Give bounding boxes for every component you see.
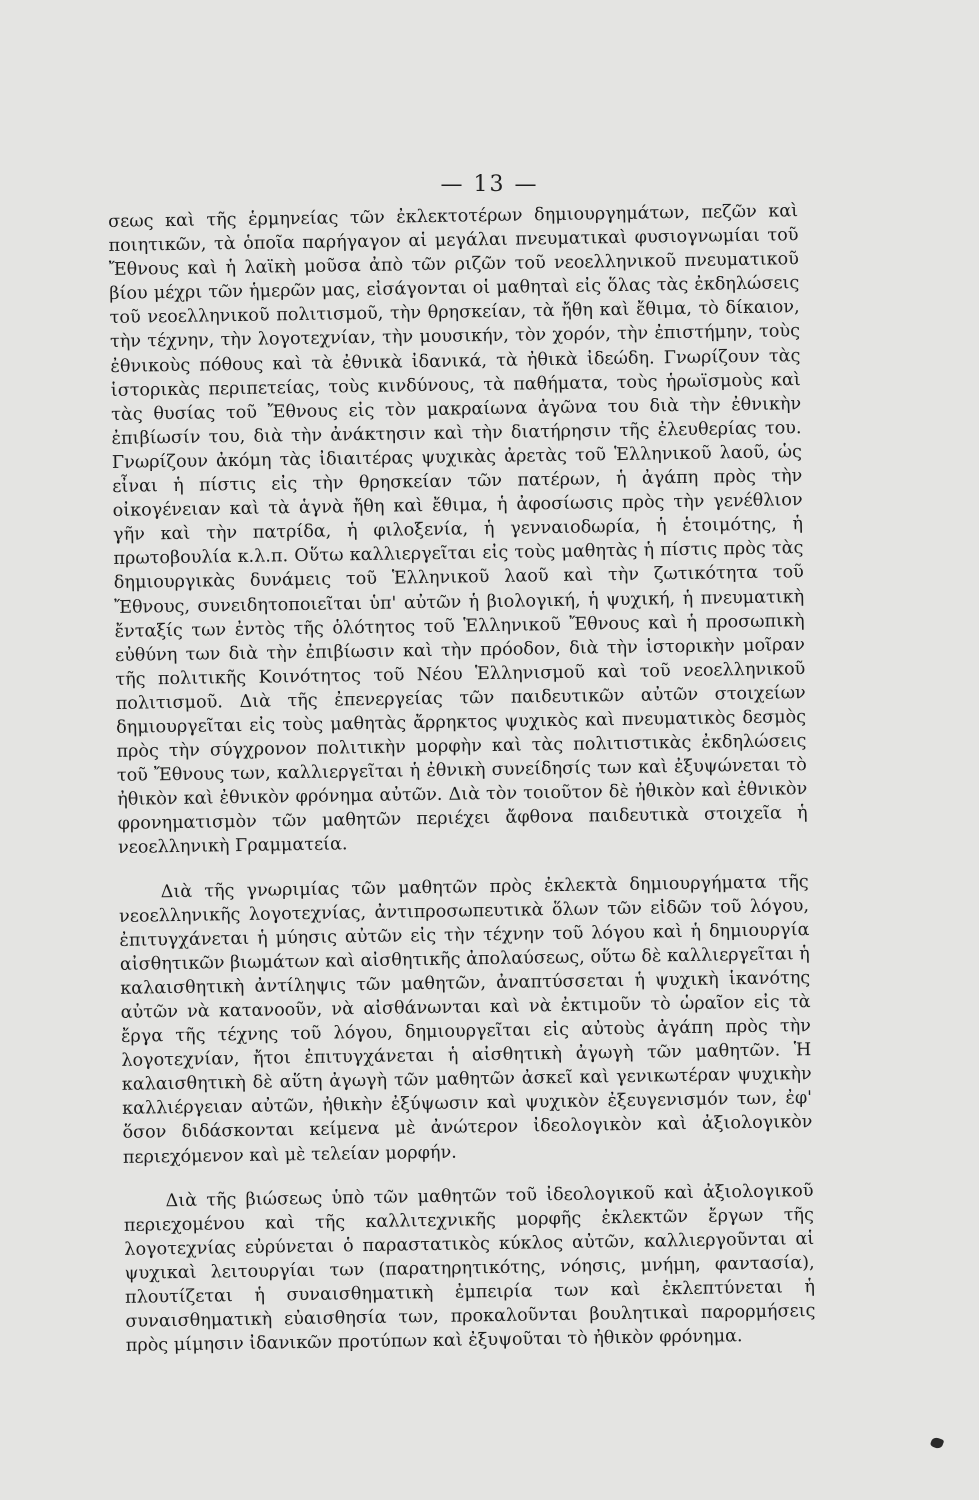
paragraph-3: Διὰ τῆς βιώσεως ὑπὸ τῶν μαθητῶν τοῦ ἰδεολογικοῦ καὶ ἀξιολογικοῦ περιεχομένου καὶ τῆς καλλιτεχνικῆς μορφῆς ἐκλεκτῶν ἔργων τῆς λογοτεχνίας εὐρύνεται ὁ παραστατικὸς κύκλος αὐτῶν, καλλιεργοῦνται αἱ ψυχικαὶ λειτουργίαι των (παρατηρητικότης, νόησις, μνήμη, φαντασία), πλουτίζεται ἡ συναισθηματικὴ ἐμπειρία των καὶ ἐκλεπτύνεται ἡ συναισθηματικὴ εὐαισθησία των, προκαλοῦνται βουλητικαὶ παρορμήσεις πρὸς μίμησιν ἰδανικῶν προτύπων καὶ ἐξυψοῦται τὸ ἠθικὸν φρόνημα.	[123, 1180, 816, 1357]
paragraph-2: Διὰ τῆς γνωριμίας τῶν μαθητῶν πρὸς ἐκλεκτὰ δημιουργήματα τῆς νεοελληνικῆς λογοτεχνίας, ἀντιπροσωπευτικὰ ὅλων τῶν εἰδῶν τοῦ λόγου, ἐπιτυγχάνεται ἡ μύησις αὐτῶν εἰς τὴν τέχνην τοῦ λόγου καὶ ἡ δημιουργία αἰσθητικῶν βιωμάτων καὶ αἰσθητικῆς ἀπολαύσεως, οὕτω δὲ καλλιεργεῖται ἡ καλαισθητικὴ ἀντίληψις τῶν μαθητῶν, ἀναπτύσσεται ἡ ψυχικὴ ἱκανότης αὐτῶν νὰ κατανοοῦν, νὰ αἰσθάνωνται καὶ νὰ ἐκτιμοῦν τὸ ὡραῖον εἰς τὰ ἔργα τῆς τέχνης τοῦ λόγου, δημιουργεῖται εἰς αὐτοὺς ἀγάπη πρὸς τὴν λογοτεχνίαν, ἤτοι ἐπιτυγχάνεται ἡ αἰσθητικὴ ἀγωγὴ τῶν μαθητῶν. Ἡ καλαισθητικὴ δὲ αὕτη ἀγωγὴ τῶν μαθητῶν ἀσκεῖ καὶ γενικωτέραν ψυχικὴν καλλιέργειαν αὐτῶν, ἠθικὴν ἐξύψωσιν καὶ ψυχικὸν ἐξευγενισμόν των, ἐφ' ὅσον διδάσκονται κείμενα μὲ ἀνώτερον ἰδεολογικὸν καὶ ἀξιολογικὸν περιεχόμενον καὶ μὲ τελείαν μορφήν.	[118, 871, 813, 1168]
body-text	[108, 199, 816, 1358]
page-number: — 13 —	[440, 172, 539, 197]
paragraph-1: σεως καὶ τῆς ἑρμηνείας τῶν ἐκλεκτοτέρων δημιουργημάτων, πεζῶν καὶ ποιητικῶν, τὰ ὁποῖα παρήγαγον αἱ μεγάλαι πνευματικαὶ φυσιογνωμίαι τοῦ Ἔθνους καὶ ἡ λαϊκὴ μοῦσα ἀπὸ τῶν ριζῶν τοῦ νεοελληνικοῦ πνευματικοῦ βίου μέχρι τῶν ἡμερῶν μας, εἰσάγονται οἱ μαθηταὶ εἰς ὅλας τὰς ἐκδηλώσεις τοῦ νεοελληνικοῦ πολιτισμοῦ, τὴν θρησκείαν, τὰ ἤθη καὶ ἔθιμα, τὸ δίκαιον, τὴν τέχνην, τὴν λογοτεχνίαν, τὴν μουσικήν, τὸν χορόν, τὴν ἐπιστήμην, τοὺς ἐθνικοὺς πόθους καὶ τὰ ἐθνικὰ ἰδανικά, τὰ ἠθικὰ ἰδεώδη. Γνωρίζουν τὰς ἱστορικὰς περιπετείας, τοὺς κινδύνους, τὰ παθήματα, τοὺς ἡρωϊσμοὺς καὶ τὰς θυσίας τοῦ Ἔθνους εἰς τὸν μακραίωνα ἀγῶνα του διὰ τὴν ἐθνικὴν ἐπιβίωσίν του, διὰ τὴν ἀνάκτησιν καὶ τὴν διατήρησιν τῆς ἐλευθερίας του. Γνωρίζουν ἀκόμη τὰς ἰδιαιτέρας ψυχικὰς ἀρετὰς τοῦ Ἑλληνικοῦ λαοῦ, ὡς εἶναι ἡ πίστις εἰς τὴν θρησκείαν τῶν πατέρων, ἡ ἀγάπη πρὸς τὴν οἰκογένειαν καὶ τὰ ἁγνὰ ἤθη καὶ ἔθιμα, ἡ ἀφοσίωσις πρὸς τὴν γενέθλιον γῆν καὶ τὴν πατρίδα, ἡ φιλοξενία, ἡ γενναιοδωρία, ἡ ἑτοιμότης, ἡ πρωτοβουλία κ.λ.π. Οὕτω καλλιεργεῖται εἰς τοὺς μαθητὰς ἡ πίστις πρὸς τὰς δημιουργικὰς δυνάμεις τοῦ Ἑλληνικοῦ λαοῦ καὶ τὴν ζωτικότητα τοῦ Ἔθνους, συνειδητοποιεῖται ὑπ' αὐτῶν ἡ βιολογική, ἡ ψυχική, ἡ πνευματικὴ ἔνταξίς των ἐντὸς τῆς ὁλότητος τοῦ Ἑλληνικοῦ Ἔθνους καὶ ἡ προσωπικὴ εὐθύνη των διὰ τὴν ἐπιβίωσιν καὶ τὴν πρόοδον, διὰ τὴν ἱστορικὴν μοῖραν τῆς πολιτικῆς Κοινότητος τοῦ Νέου Ἑλληνισμοῦ καὶ τοῦ νεοελληνικοῦ πολιτισμοῦ. Διὰ τῆς ἐπενεργείας τῶν παιδευτικῶν αὐτῶν στοιχείων δημιουργεῖται εἰς τοὺς μαθητὰς ἄρρηκτος ψυχικὸς καὶ πνευματικὸς δεσμὸς πρὸς τὴν σύγχρονον πολιτικὴν μορφὴν καὶ τὰς πολιτιστικὰς ἐκδηλώσεις τοῦ Ἔθνους των, καλλιεργεῖται ἡ ἐθνικὴ συνείδησίς των καὶ ἐξυψώνεται τὸ ἠθικὸν καὶ ἐθνικὸν φρόνημα αὐτῶν. Διὰ τὸν τοιοῦτον δὲ ἠθικὸν καὶ ἐθνικὸν φρονηματισμὸν τῶν μαθητῶν περιέχει ἄφθονα παιδευτικὰ στοιχεῖα ἡ νεοελληνικὴ Γραμματεία.	[108, 201, 808, 859]
ink-blot-mark	[930, 1436, 945, 1450]
